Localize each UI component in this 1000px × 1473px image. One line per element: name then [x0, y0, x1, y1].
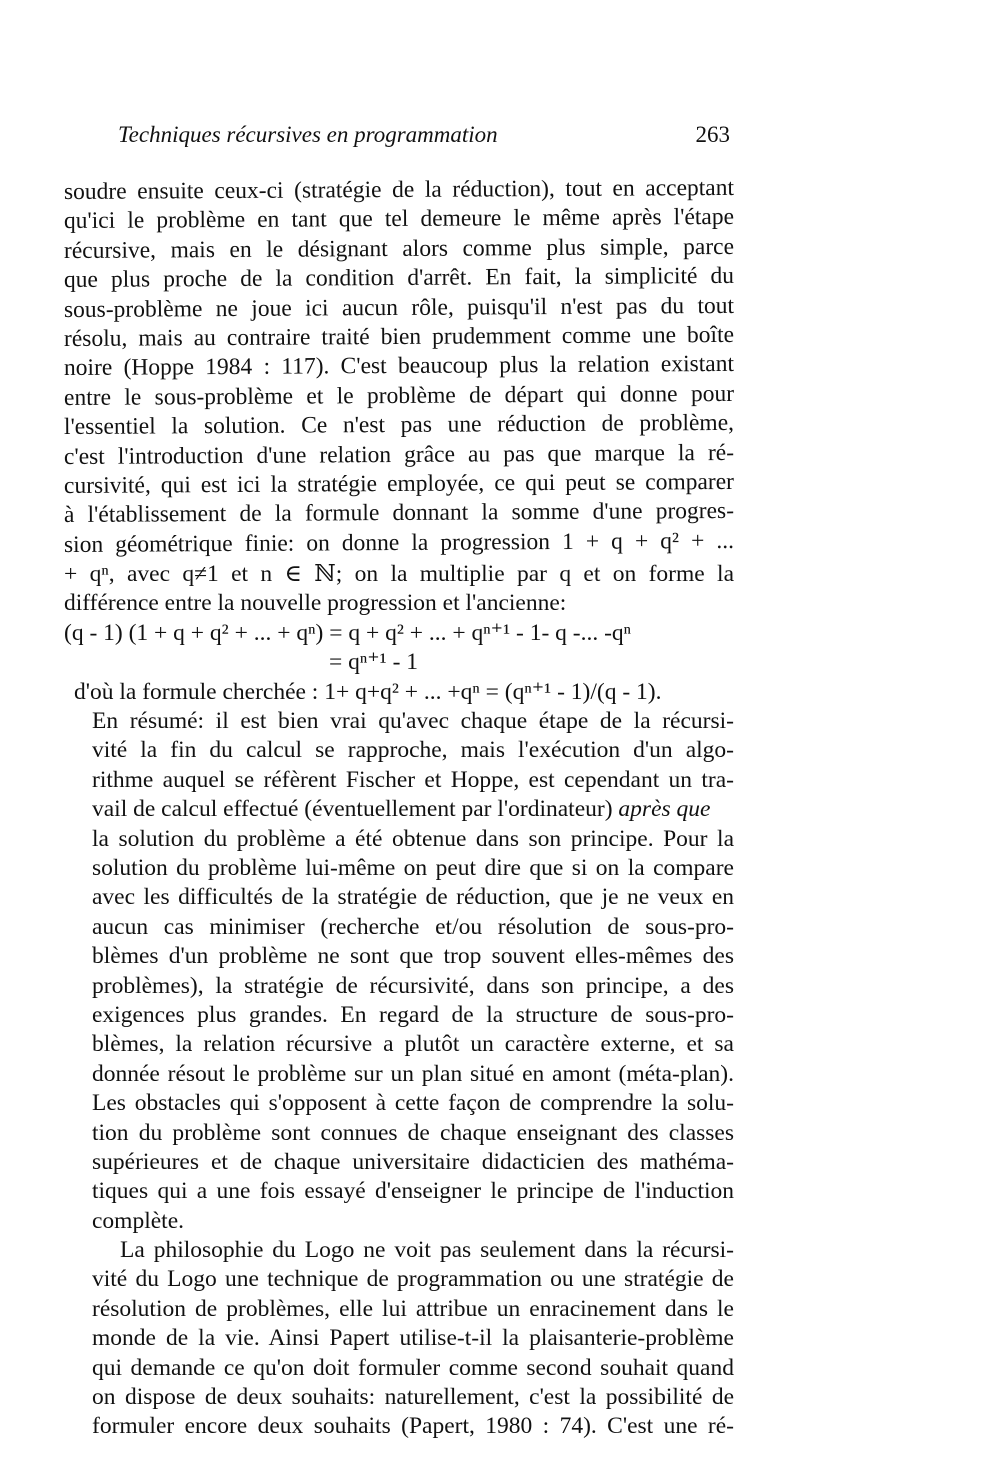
- text-line: tiques qui a une fois essayé d'enseigner le principe de l'induction: [92, 1178, 734, 1205]
- equation-line: d'où la formule cherchée : 1+ q+q² + ... +qⁿ = (qⁿ⁺¹ - 1)/(q - 1).: [74, 678, 662, 705]
- text-line: la solution du problème a été obtenue dans son principe. Pour la: [92, 825, 734, 852]
- equation-line: (q - 1) (1 + q + q² + ... + qⁿ) = q + q² + ... + qⁿ⁺¹ - 1- q -... -qⁿ: [64, 619, 632, 646]
- text-line: qui demande ce qu'on doit formuler comme second souhait quand: [92, 1354, 734, 1381]
- page-number: 263: [695, 122, 730, 147]
- text-line: tion du problème sont connues de chaque enseignant des classes: [92, 1119, 734, 1146]
- text-line: complète.: [92, 1207, 185, 1234]
- text-line: l'essentiel la solution. Ce n'est pas une réduction de problème,: [63, 410, 735, 441]
- text-line: monde de la vie. Ainsi Papert utilise-t-il la plaisanterie-problème: [92, 1325, 734, 1352]
- text-line: récursive, mais en le désignant alors comme plus simple, parce: [63, 233, 735, 264]
- text-line: problèmes), la stratégie de récursivité, dans son principe, a des: [92, 972, 734, 999]
- text-line: avec les difficultés de la stratégie de réduction, que je ne veux en: [92, 884, 734, 911]
- text-line: rithme auquel se réfèrent Fischer et Hoppe, est cependant un tra-: [92, 766, 734, 793]
- text-line: [64, 795, 734, 824]
- italic-phrase: après que: [618, 796, 711, 823]
- text-line: supérieures et de chaque universitaire didacticien des mathéma-: [92, 1148, 734, 1175]
- text-line: sous-problème ne joue ici aucun rôle, puisqu'il n'est pas du tout: [63, 292, 735, 323]
- text-line: résolution de problèmes, elle lui attribue un enracinement dans le: [92, 1295, 734, 1322]
- text-line: résolu, mais au contraire traité bien prudemment comme une boîte: [63, 321, 735, 352]
- text-line: c'est l'introduction d'une relation grâce au pas que marque la ré-: [63, 439, 735, 470]
- text-line: blèmes d'un problème ne sont que trop souvent elles-mêmes des: [92, 943, 734, 970]
- text-line: cursivité, qui est ici la stratégie employée, ce qui peut se comparer: [63, 468, 735, 499]
- text-line: entre le sous-problème et le problème de départ qui donne pour: [63, 380, 735, 411]
- text-line: on dispose de deux souhaits: naturellement, c'est la possibilité de: [92, 1384, 734, 1411]
- text-line: En résumé: il est bien vrai qu'avec chaque étape de la récursi-: [92, 708, 734, 735]
- text-line: vité la fin du calcul se rapproche, mais l'exécution d'un algo-: [92, 737, 734, 764]
- text-line: vité du Logo une technique de programmation ou une stratégie de: [92, 1266, 734, 1293]
- running-title: Techniques récursives en programmation: [118, 122, 498, 147]
- text-line: blèmes, la relation récursive a plutôt un caractère externe, et sa: [92, 1031, 734, 1058]
- text-line: qu'ici le problème en tant que tel demeure le même après l'étape: [63, 204, 735, 235]
- text-line: que plus proche de la condition d'arrêt. En fait, la simplicité du: [63, 263, 735, 294]
- text-line: aucun cas minimiser (recherche et/ou résolution de sous-pro-: [92, 913, 734, 940]
- text-line: noire (Hoppe 1984 : 117). C'est beaucoup plus la relation existant: [63, 351, 735, 382]
- paragraph-first-line: La philosophie du Logo ne voit pas seulement dans la récursi-: [120, 1237, 734, 1264]
- equation-line: = qⁿ⁺¹ - 1: [329, 649, 419, 676]
- page-header: [118, 122, 730, 162]
- text-line: exigences plus grandes. En regard de la structure de sous-pro-: [92, 1001, 734, 1028]
- text-line: formuler encore deux souhaits (Papert, 1980 : 74). C'est une ré-: [92, 1413, 734, 1440]
- text-segment: vail de calcul effectué (éventuellement par l'ordinateur): [92, 796, 613, 823]
- text-line: + qⁿ, avec q≠1 et n ∈ ℕ; on la multiplie par q et on forme la: [64, 561, 734, 588]
- text-line: solution du problème lui-même on peut dire que si on la compare: [92, 854, 734, 881]
- text-line: soudre ensuite ceux-ci (stratégie de la réduction), tout en acceptant: [63, 174, 735, 205]
- text-line: à l'établissement de la formule donnant la somme d'une progres-: [63, 498, 735, 529]
- text-line: donnée résout le problème sur un plan situé en amont (méta-plan).: [92, 1060, 734, 1087]
- text-line: Les obstacles qui s'opposent à cette façon de comprendre la solu-: [92, 1090, 734, 1117]
- body-text: [63, 174, 735, 1442]
- text-line: sion géométrique finie: on donne la progression 1 + q + q² + ...: [63, 527, 735, 558]
- text-line: différence entre la nouvelle progression et l'ancienne:: [64, 590, 567, 617]
